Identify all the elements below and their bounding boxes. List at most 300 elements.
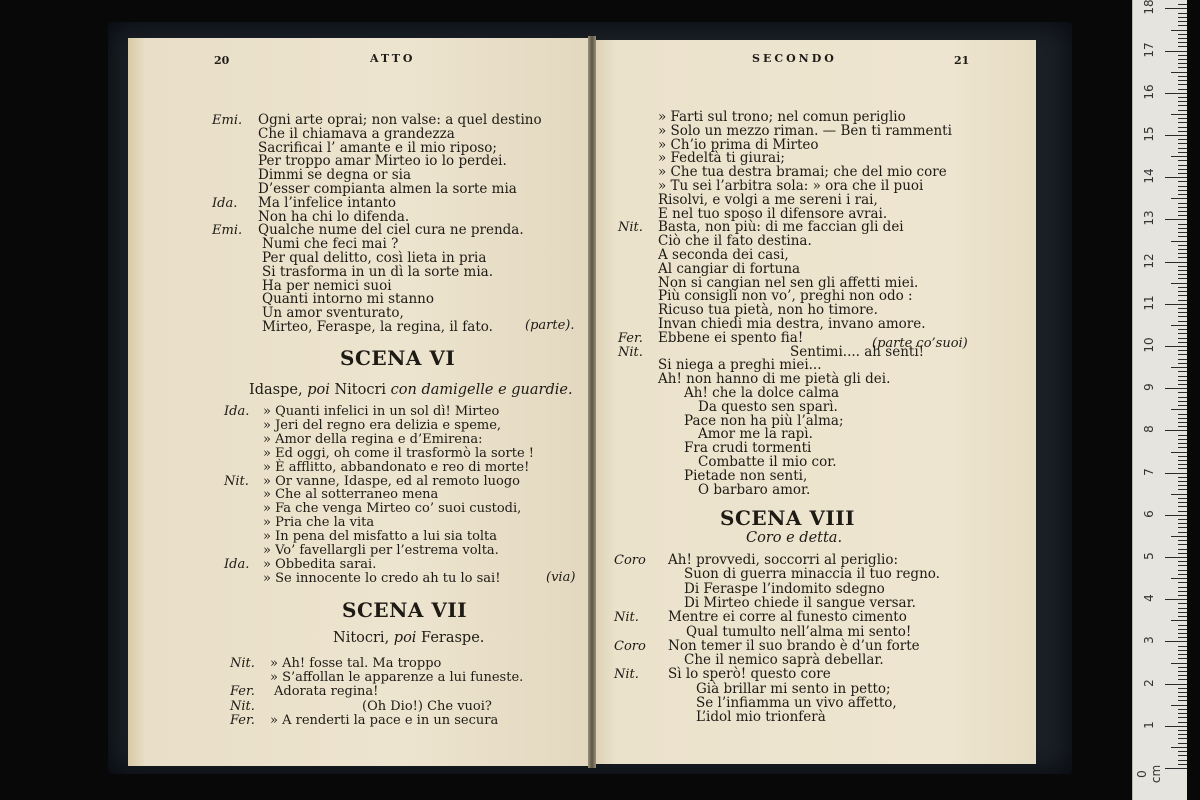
- verse-line: » Che al sotterraneo mena: [263, 487, 439, 503]
- ruler-tick: [1178, 143, 1187, 144]
- ruler-tick: [1171, 494, 1187, 495]
- ruler-tick: [1178, 194, 1187, 195]
- ruler-tick: [1178, 55, 1187, 56]
- ruler-tick: [1178, 764, 1187, 765]
- ruler-tick: [1178, 595, 1187, 596]
- ruler-tick: [1178, 46, 1187, 47]
- verse-line: Di Mirteo chiede il sangue versar.: [684, 594, 916, 611]
- ruler-tick: [1178, 481, 1187, 482]
- verse-line: » Jeri del regno era delizia e speme,: [263, 417, 502, 433]
- ruler-tick: [1178, 443, 1187, 444]
- ruler-tick: [1178, 477, 1187, 478]
- ruler-tick: [1178, 489, 1187, 490]
- ruler-tick: [1178, 186, 1187, 187]
- ruler-label: 13: [1142, 210, 1156, 227]
- ruler-tick: [1178, 532, 1187, 533]
- ruler-tick: [1165, 93, 1187, 94]
- ruler-tick: [1171, 367, 1187, 368]
- ruler-tick: [1178, 329, 1187, 330]
- ruler-tick: [1178, 565, 1187, 566]
- ruler-tick: [1178, 426, 1187, 427]
- ruler-tick: [1178, 582, 1187, 583]
- verse-line: Per qual delitto, così lieta in pria: [262, 250, 487, 266]
- verse-line: » Obbedita sarai.: [263, 556, 377, 572]
- stage-exit: (parte).: [525, 318, 575, 333]
- ruler-tick: [1178, 76, 1187, 77]
- ruler-tick: [1171, 663, 1187, 664]
- verse-line: Ma l’infelice intanto: [258, 194, 396, 211]
- speaker-label: Emi.: [212, 113, 243, 128]
- ruler-tick: [1171, 409, 1187, 410]
- verse-line: Ha per nemici suoi: [262, 277, 392, 294]
- verse-line: O barbaro amor.: [698, 481, 811, 498]
- ruler-tick: [1165, 557, 1187, 558]
- ruler-tick: [1178, 127, 1187, 128]
- ruler-tick: [1178, 169, 1187, 170]
- ruler-tick: [1178, 629, 1187, 630]
- stage-direction: Coro e detta.: [746, 530, 843, 546]
- ruler-tick: [1178, 245, 1187, 246]
- right-page-number: 21: [954, 54, 970, 67]
- stage-direction: Idaspe, poi Nitocri con damigelle e guardie.: [249, 382, 573, 398]
- measuring-ruler: [1132, 0, 1187, 800]
- verse-line: » Farti sul trono; nel comun periglio: [658, 109, 906, 125]
- ruler-tick: [1178, 675, 1187, 676]
- ruler-tick: [1178, 42, 1187, 43]
- ruler-tick: [1165, 262, 1187, 263]
- ruler-tick: [1178, 13, 1187, 14]
- ruler-tick: [1178, 110, 1187, 111]
- verse-line: » È afflitto, abbandonato e reo di morte!: [263, 459, 530, 475]
- ruler-tick: [1178, 561, 1187, 562]
- speaker-label: Emi.: [212, 223, 243, 239]
- ruler-tick: [1178, 59, 1187, 60]
- ruler-tick: [1178, 359, 1187, 360]
- left-running-header: ATTO: [370, 52, 416, 65]
- ruler-label: 2: [1142, 678, 1156, 687]
- verse-line: » Fedeltà ti giurai;: [658, 150, 785, 167]
- ruler-label: 15: [1142, 126, 1156, 142]
- verse-line: » Solo un mezzo riman. — Ben ti rammenti: [658, 122, 952, 139]
- ruler-tick: [1178, 224, 1187, 225]
- ruler-tick: [1171, 198, 1187, 199]
- stage-exit: (via): [546, 570, 576, 585]
- ruler-tick: [1178, 502, 1187, 503]
- ruler-tick: [1178, 570, 1187, 571]
- ruler-tick: [1178, 650, 1187, 651]
- ruler-tick: [1178, 17, 1187, 18]
- ruler-tick: [1178, 266, 1187, 267]
- verse-line: » Tu sei l’arbitra sola: » ora che il puoi: [658, 178, 924, 194]
- ruler-tick: [1178, 97, 1187, 98]
- ruler-tick: [1165, 8, 1187, 9]
- ruler-tick: [1178, 84, 1187, 85]
- ruler-tick: [1178, 760, 1187, 761]
- verse-line: Non ha chi lo difenda.: [258, 208, 410, 225]
- ruler-tick: [1165, 684, 1187, 685]
- verse-line: » Vo’ favellargli per l’estrema volta.: [263, 543, 499, 558]
- ruler-label: 14: [1142, 168, 1156, 184]
- verse-line: Pace non ha più l’alma;: [684, 412, 844, 429]
- ruler-tick: [1165, 135, 1187, 136]
- ruler-tick: [1178, 616, 1187, 617]
- ruler-label: 4: [1142, 594, 1156, 603]
- speaker-label: Fer.: [618, 330, 643, 346]
- verse-line: Ah! che la dolce calma: [684, 385, 840, 401]
- ruler-label: 16: [1142, 84, 1156, 100]
- ruler-tick: [1178, 679, 1187, 680]
- ruler-tick: [1178, 363, 1187, 364]
- ruler-tick: [1178, 456, 1187, 457]
- ruler-label: 3: [1142, 636, 1156, 645]
- verse-line: L’idol mio trionferà: [696, 709, 826, 726]
- ruler-tick: [1178, 587, 1187, 588]
- verse-line: Più consigli non vo’, preghi non odo :: [658, 288, 913, 305]
- ruler-tick: [1178, 591, 1187, 592]
- ruler-tick: [1178, 553, 1187, 554]
- ruler-tick: [1178, 523, 1187, 524]
- verse-line: Per troppo amar Mirteo io lo perdei.: [258, 153, 507, 170]
- ruler-tick: [1178, 717, 1187, 718]
- ruler-tick: [1178, 376, 1187, 377]
- verse-line: Dimmi se degna or sia: [258, 167, 412, 184]
- ruler-label: 8: [1142, 425, 1156, 434]
- ruler-tick: [1165, 177, 1187, 178]
- ruler-label: 7: [1142, 467, 1156, 476]
- ruler-tick: [1178, 148, 1187, 149]
- ruler-tick: [1178, 342, 1187, 343]
- ruler-tick: [1178, 236, 1187, 237]
- ruler-tick: [1178, 384, 1187, 385]
- ruler-tick: [1178, 485, 1187, 486]
- left-page-number: 20: [214, 54, 230, 67]
- ruler-tick: [1178, 646, 1187, 647]
- ruler-tick: [1178, 633, 1187, 634]
- scene-title: SCENA VIII: [720, 506, 855, 530]
- ruler-tick: [1178, 397, 1187, 398]
- ruler-tick: [1178, 181, 1187, 182]
- verse-line: Ogni arte oprai; non valse: a quel destino: [258, 112, 542, 128]
- ruler-tick: [1178, 527, 1187, 528]
- ruler-tick: [1178, 506, 1187, 507]
- ruler-tick: [1178, 63, 1187, 64]
- verse-line: Non si cangian nel sen gli affetti miei.: [658, 274, 919, 291]
- ruler-tick: [1178, 257, 1187, 258]
- ruler-tick: [1178, 519, 1187, 520]
- ruler-tick: [1178, 300, 1187, 301]
- ruler-tick: [1178, 625, 1187, 626]
- verse-line: » Fa che venga Mirteo co’ suoi custodi,: [263, 501, 522, 517]
- verse-line: Ah! provvedi, soccorri al periglio:: [668, 552, 899, 568]
- verse-line: A seconda dei casi,: [658, 247, 789, 263]
- ruler-tick: [1171, 536, 1187, 537]
- ruler-tick: [1178, 105, 1187, 106]
- ruler-label: 18: [1142, 0, 1156, 16]
- speaker-label: Coro: [614, 638, 646, 654]
- ruler-tick: [1171, 30, 1187, 31]
- verse-line: » Quanti infelici in un sol dì! Mirteo: [263, 404, 500, 419]
- ruler-tick: [1165, 430, 1187, 431]
- ruler-tick: [1178, 540, 1187, 541]
- ruler-tick: [1178, 160, 1187, 161]
- speaker-label: Nit.: [230, 698, 255, 714]
- verse-line: Mentre ei corre al funesto cimento: [668, 609, 907, 626]
- ruler-tick: [1178, 190, 1187, 191]
- verse-line: Pietade non senti,: [684, 467, 808, 484]
- ruler-tick: [1178, 498, 1187, 499]
- verse-line: » Ch’io prima di Mirteo: [658, 136, 819, 153]
- ruler-label: 17: [1142, 41, 1156, 58]
- verse-line: Quanti intorno mi stanno: [262, 291, 434, 308]
- ruler-tick: [1178, 291, 1187, 292]
- speaker-label: Fer.: [230, 684, 255, 700]
- verse-line: Che il nemico saprà debellar.: [684, 652, 884, 669]
- verse-line: Combatte il mio cor.: [698, 454, 837, 470]
- ruler-tick: [1165, 599, 1187, 600]
- ruler-tick: [1178, 118, 1187, 119]
- ruler-tick: [1178, 80, 1187, 81]
- ruler-tick: [1165, 473, 1187, 474]
- ruler-tick: [1178, 654, 1187, 655]
- ruler-tick: [1178, 139, 1187, 140]
- ruler-tick: [1178, 152, 1187, 153]
- verse-line: Di Feraspe l’indomito sdegno: [684, 580, 885, 597]
- verse-line: Se l’infiamma un vivo affetto,: [696, 695, 897, 711]
- verse-line: Non temer il suo brando è d’un forte: [668, 637, 920, 654]
- verse-line: Numi che feci mai ?: [262, 236, 399, 253]
- ruler-tick: [1178, 439, 1187, 440]
- ruler-tick: [1178, 34, 1187, 35]
- ruler-tick: [1178, 354, 1187, 355]
- verse-line: Già brillar mi sento in petto;: [696, 680, 891, 697]
- ruler-tick: [1178, 38, 1187, 39]
- speaker-label: Nit.: [230, 656, 255, 671]
- ruler-tick: [1178, 371, 1187, 372]
- ruler-tick: [1178, 308, 1187, 309]
- ruler-tick: [1178, 211, 1187, 212]
- verse-line: » A renderti la pace e in un secura: [270, 712, 499, 728]
- speaker-label: Ida.: [224, 404, 250, 419]
- verse-line: Risolvi, e volgi a me sereni i rai,: [658, 191, 878, 208]
- ruler-tick: [1178, 612, 1187, 613]
- stage-direction: Nitocri, poi Feraspe.: [333, 630, 485, 646]
- ruler-tick: [1178, 380, 1187, 381]
- ruler-tick: [1178, 713, 1187, 714]
- ruler-label: 6: [1142, 509, 1156, 518]
- verse-line: Basta, non più: di me faccian gli dei: [658, 219, 904, 236]
- ruler-tick: [1165, 51, 1187, 52]
- verse-line: Sacrificai l’ amante e il mio riposo;: [258, 139, 497, 156]
- ruler-tick: [1178, 287, 1187, 288]
- ruler-label: 0 cm: [1135, 764, 1163, 784]
- speaker-label: Nit.: [614, 610, 639, 626]
- ruler-tick: [1178, 709, 1187, 710]
- speaker-label: Coro: [614, 553, 646, 568]
- ruler-tick: [1178, 637, 1187, 638]
- ruler-tick: [1178, 603, 1187, 604]
- speaker-label: Nit.: [224, 473, 249, 489]
- verse-line: Adorata regina!: [274, 684, 379, 700]
- ruler-tick: [1178, 738, 1187, 739]
- ruler-tick: [1178, 751, 1187, 752]
- verse-line: Sì lo sperò! questo core: [668, 666, 831, 683]
- verse-line: » Se innocente lo credo ah tu lo sai!: [263, 570, 501, 586]
- ruler-tick: [1178, 405, 1187, 406]
- ruler-tick: [1178, 447, 1187, 448]
- verse-line: » Ed oggi, oh come il trasformò la sorte !: [263, 445, 534, 461]
- book-gutter: [588, 36, 596, 768]
- stage-exit: (parte co’suoi): [872, 336, 968, 351]
- ruler-tick: [1178, 25, 1187, 26]
- ruler-tick: [1178, 743, 1187, 744]
- ruler-tick: [1165, 768, 1187, 769]
- ruler-tick: [1171, 325, 1187, 326]
- ruler-tick: [1178, 730, 1187, 731]
- ruler-tick: [1165, 515, 1187, 516]
- ruler-tick: [1178, 278, 1187, 279]
- ruler-tick: [1178, 316, 1187, 317]
- verse-line: D’esser compianta almen la sorte mia: [258, 181, 517, 197]
- ruler-tick: [1171, 620, 1187, 621]
- ruler-tick: [1178, 700, 1187, 701]
- ruler-tick: [1178, 392, 1187, 393]
- ruler-tick: [1178, 165, 1187, 166]
- ruler-tick: [1178, 734, 1187, 735]
- ruler-tick: [1165, 304, 1187, 305]
- ruler-tick: [1178, 696, 1187, 697]
- ruler-tick: [1178, 21, 1187, 22]
- verse-line: Fra crudi tormenti: [684, 440, 812, 457]
- ruler-tick: [1178, 658, 1187, 659]
- verse-line: » Or vanne, Idaspe, ed al remoto luogo: [263, 473, 520, 489]
- ruler-tick: [1178, 511, 1187, 512]
- verse-line: Invan chiedi mia destra, invano amore.: [658, 316, 926, 332]
- ruler-tick: [1171, 156, 1187, 157]
- verse-line: » Pria che la vita: [263, 515, 375, 531]
- speaker-label: Fer.: [230, 712, 255, 728]
- ruler-tick: [1178, 274, 1187, 275]
- speaker-label: Nit.: [618, 220, 643, 236]
- speaker-label: Ida.: [212, 195, 238, 211]
- verse-line: » Che tua destra bramai; che del mio core: [658, 164, 947, 181]
- speaker-label: Ida.: [224, 556, 250, 572]
- ruler-tick: [1178, 232, 1187, 233]
- ruler-tick: [1178, 338, 1187, 339]
- verse-line: Al cangiar di fortuna: [658, 260, 801, 277]
- ruler-tick: [1178, 468, 1187, 469]
- ruler-label: 12: [1142, 252, 1156, 269]
- ruler-tick: [1165, 641, 1187, 642]
- ruler-tick: [1178, 173, 1187, 174]
- ruler-tick: [1171, 114, 1187, 115]
- verse-line: Sentimi.... ah senti!: [790, 343, 925, 360]
- ruler-tick: [1178, 4, 1187, 5]
- ruler-tick: [1178, 101, 1187, 102]
- scene-title: SCENA VII: [342, 598, 468, 622]
- ruler-tick: [1178, 688, 1187, 689]
- speaker-label: Nit.: [618, 344, 643, 360]
- ruler-tick: [1178, 608, 1187, 609]
- ruler-tick: [1178, 692, 1187, 693]
- verse-line: (Oh Dio!) Che vuoi?: [362, 698, 492, 714]
- ruler-tick: [1178, 464, 1187, 465]
- ruler-tick: [1178, 414, 1187, 415]
- ruler-tick: [1171, 241, 1187, 242]
- speaker-label: Nit.: [614, 667, 639, 683]
- ruler-tick: [1165, 346, 1187, 347]
- verse-line: » Amor della regina e d’Emirena:: [263, 431, 483, 447]
- ruler-tick: [1178, 312, 1187, 313]
- verse-line: Ebbene ei spento fia!: [658, 329, 804, 346]
- verse-line: Amor me la rapì.: [698, 426, 813, 443]
- ruler-tick: [1178, 350, 1187, 351]
- ruler-tick: [1178, 460, 1187, 461]
- verse-line: E nel tuo sposo il difensore avrai.: [658, 205, 888, 222]
- verse-line: Ricuso tua pietà, non ho timore.: [658, 302, 878, 319]
- ruler-tick: [1178, 422, 1187, 423]
- ruler-tick: [1178, 722, 1187, 723]
- verse-line: » S’affollan le apparenze a lui funeste.: [270, 670, 524, 686]
- verse-line: Da questo sen sparì.: [698, 398, 838, 415]
- ruler-tick: [1171, 452, 1187, 453]
- ruler-tick: [1178, 667, 1187, 668]
- verse-line: Si niega a preghi miei...: [658, 357, 822, 374]
- ruler-tick: [1178, 418, 1187, 419]
- ruler-tick: [1178, 574, 1187, 575]
- ruler-tick: [1178, 122, 1187, 123]
- ruler-tick: [1165, 219, 1187, 220]
- ruler-tick: [1178, 270, 1187, 271]
- ruler-tick: [1178, 249, 1187, 250]
- ruler-tick: [1165, 388, 1187, 389]
- verse-line: » Ah! fosse tal. Ma troppo: [270, 656, 442, 671]
- ruler-tick: [1171, 578, 1187, 579]
- ruler-tick: [1178, 253, 1187, 254]
- ruler-tick: [1178, 131, 1187, 132]
- ruler-tick: [1178, 228, 1187, 229]
- ruler-tick: [1171, 747, 1187, 748]
- ruler-tick: [1178, 67, 1187, 68]
- ruler-tick: [1178, 295, 1187, 296]
- ruler-label: 9: [1142, 383, 1156, 392]
- verse-line: Mirteo, Feraspe, la regina, il fato.: [262, 319, 493, 335]
- ruler-tick: [1178, 544, 1187, 545]
- ruler-tick: [1178, 549, 1187, 550]
- ruler-tick: [1178, 203, 1187, 204]
- ruler-tick: [1171, 705, 1187, 706]
- verse-line: Che il chiamava a grandezza: [258, 125, 455, 142]
- ruler-tick: [1178, 435, 1187, 436]
- verse-line: Qual tumulto nell’alma mi sento!: [686, 623, 912, 640]
- ruler-tick: [1178, 333, 1187, 334]
- ruler-label: 10: [1142, 337, 1156, 353]
- ruler-tick: [1178, 321, 1187, 322]
- ruler-label: 11: [1142, 295, 1156, 311]
- verse-line: Ciò che il fato destina.: [658, 233, 812, 250]
- ruler-tick: [1178, 89, 1187, 90]
- verse-line: Un amor sventurato,: [262, 305, 404, 322]
- right-running-header: SECONDO: [752, 52, 837, 65]
- verse-line: Suon di guerra minaccia il tuo regno.: [684, 566, 940, 583]
- verse-line: Qualche nume del ciel cura ne prenda.: [258, 222, 524, 239]
- verse-line: Si trasforma in un dì la sorte mia.: [262, 263, 493, 280]
- ruler-label: 1: [1142, 720, 1156, 729]
- verse-line: Ah! non hanno di me pietà gli dei.: [658, 371, 891, 388]
- ruler-tick: [1178, 207, 1187, 208]
- ruler-tick: [1165, 726, 1187, 727]
- ruler-tick: [1178, 401, 1187, 402]
- ruler-tick: [1178, 671, 1187, 672]
